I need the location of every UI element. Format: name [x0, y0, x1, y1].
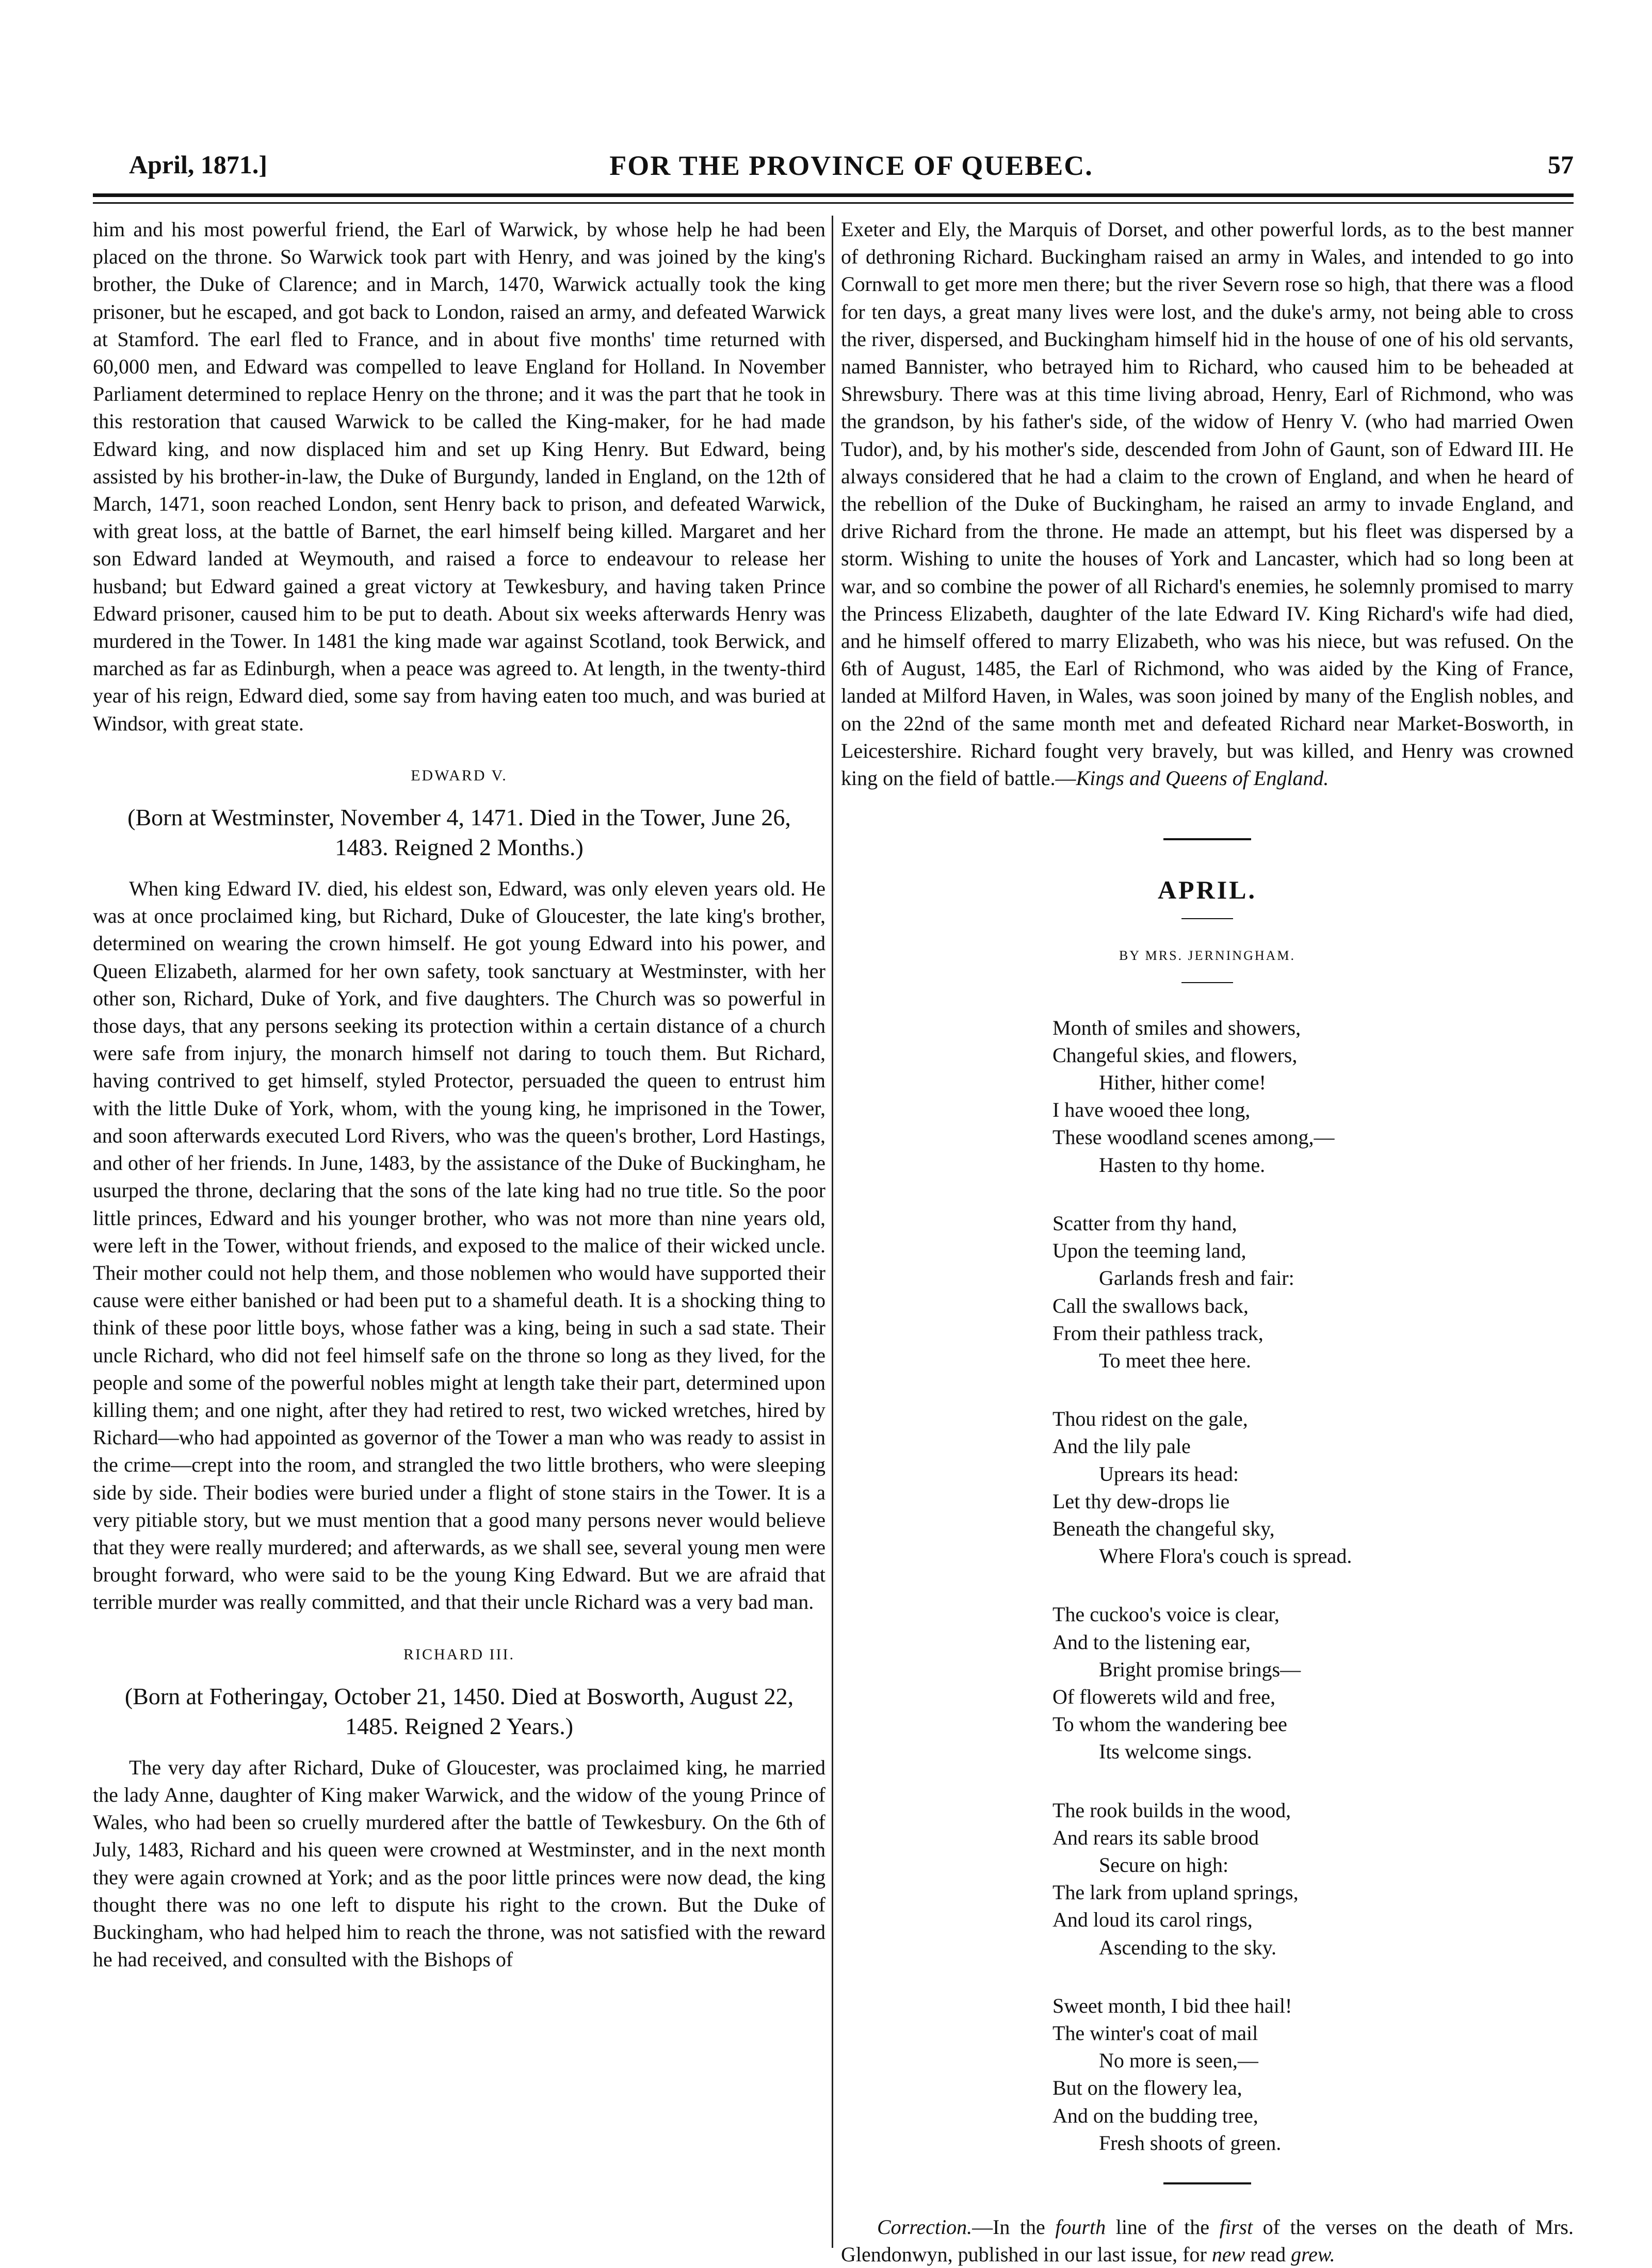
poem-title: APRIL. [1157, 875, 1257, 905]
page-number: 57 [1548, 150, 1574, 179]
poem-line: And the lily pale [1052, 1434, 1191, 1458]
richard-iii-text: The very day after Richard, Duke of Gloucester, was proclaimed king, he married the lady Anne, daughter of King maker Warwick, and the widow of the young Prince of Wales, who had been so cruelly murdered after the battle of Tewkesbury. On the 6th of July, 1483, Richard and his queen were crowned at Westminster, and in the next month they were again crowned at York; and as the poor little princes were now dead, the king thought there was no one left to dispute his right to the crown. But the Duke of Buckingham, who had helped him to reach the throne, was not satisfied with the reward he had received, and consulted with the Bishops of [93, 1755, 825, 1971]
poem-line: Scatter from thy hand, [1052, 1211, 1237, 1235]
poem-line: No more is seen,— [1099, 2049, 1258, 2073]
poem-line: The lark from upland springs, [1052, 1881, 1299, 1904]
poem-line: And rears its sable brood [1052, 1825, 1259, 1849]
right-column [841, 216, 1574, 2268]
poem-line: Secure on high: [1099, 1853, 1229, 1877]
header-date: April, 1871.] [129, 150, 268, 179]
poem-line: Uprears its head: [1099, 1462, 1239, 1486]
poem-line: And loud its carol rings, [1052, 1908, 1253, 1932]
poem-line: Let thy dew-drops lie [1052, 1489, 1230, 1513]
source-citation: Kings and Queens of England. [1076, 766, 1329, 790]
edward-v-text: When king Edward IV. died, his eldest son, Edward, was only eleven years old. He was at once proclaimed king, but Richard, Duke of Gloucester, the late king's brother, determined on wearing the crown himself. He got young Edward into his power, and Queen Elizabeth, alarmed for her own safety, took sanctuary at Westminster, with her other son, Richard, Duke of York, and five daughters. The Church was so powerful in those days, that any persons seeking its protection within a certain distance of a church were safe from injury, the monarch himself not daring to touch them. But Richard, having contrived to get himself, styled Protector, persuaded the queen to entrust him with the little Duke of York, whom, with the young king, he imprisoned in the Tower, and soon afterwards executed Lord Rivers, who was the queen's brother, Lord Hastings, and other of her friends. In June, 1483, by the assistance of the Duke of Buckingham, he usurped the throne, declaring that the sons of the late king had no true title. So the poor little princes, Edward and his younger brother, who was not more than nine years old, were left in the Tower, without friends, and exposed to the malice of their wicked uncle. Their mother could not help them, and those noblemen who would have supported their cause were either banished or had been put to a shameful death. It is a shocking thing to think of these poor little boys, whose father was a king, being in such a sad state. Their uncle Richard, who did not feel himself safe on the throne so long as they lived, for the people and some of the powerful nobles might at length take their part, determined upon killing them; and one night, after they had retired to rest, two wicked wretches, hired by Richard—who had appointed as governor of the Tower a man who was ready to assist in the crime—crept into the room, and strangled the two little brothers, who were sleeping side by side. Their bodies were buried under a flight of stone stairs in the Tower. It is a very pitiable story, but we must mention that a good many persons never would believe that they were really murdered; and afterwards, as we shall see, several young men were brought forward, who were said to be the young King Edward. But we are afraid that terrible murder was really committed, and that their uncle Richard was a very bad man. [93, 877, 825, 1614]
poem-line: Of flowerets wild and free, [1052, 1685, 1276, 1708]
stanza-5 [1052, 1797, 1574, 1961]
correction-note: Correction.—In the fourth line of the first of the verses on the death of Mrs. Glendonwyn, published in our last issue, for new read grew. [841, 2215, 1574, 2266]
edward-v-born-note: (Born at Westminster, November 4, 1471. Died in the Tower, June 26, 1483. Reigned 2 Months.) [127, 804, 791, 861]
left-column [93, 216, 825, 1973]
stanza-1 [1052, 1014, 1574, 1179]
poem-line: Its welcome sings. [1099, 1740, 1252, 1764]
poem-line: Fresh shoots of green. [1099, 2131, 1282, 2155]
poem-byline: BY MRS. JERNINGHAM. [1119, 948, 1296, 964]
poem-line: And to the listening ear, [1052, 1630, 1251, 1654]
poem-line: From their pathless track, [1052, 1321, 1264, 1345]
header-rule-thick [93, 193, 1574, 197]
richard-iii-heading: RICHARD III. [403, 1645, 515, 1663]
poem-line: Changeful skies, and flowers, [1052, 1043, 1298, 1067]
stanza-3 [1052, 1405, 1574, 1570]
header-title: FOR THE PROVINCE OF QUEBEC. [609, 150, 1093, 181]
correction-label: Correction. [877, 2215, 973, 2239]
richard-iii-continuation: Exeter and Ely, the Marquis of Dorset, and other powerful lords, as to the best manner of dethroning Richard. Buckingham raised an army in Wales, and intended to go into Cornwall to get more men there; but the river Severn rose so high, that there was a flood for ten days, a great many lives were lost, and the duke's army, not being able to cross the river, dispersed, and Buckingham himself hid in the house of one of his old servants, named Bannister, who betrayed him to Richard, who caused him to be beheaded at Shrewsbury. There was at this time living abroad, Henry, Earl of Richmond, who was the grandson, by his father's side, of the widow of Henry V. (who had married Owen Tudor), and, by his mother's side, descended from John of Gaunt, son of Edward III. He always considered that he had a claim to the crown of England, and when he heard of the rebellion of the Duke of Buckingham, he raised an army to invade England, and drive Richard from the throne. He made an attempt, but his fleet was dispersed by a storm. Wishing to unite the houses of York and Lancaster, which had so long been at war, and so combine the power of all Richard's enemies, he solemnly promised to marry the Princess Elizabeth, daughter of the late Edward IV. King Richard's wife had died, and he himself offered to marry Elizabeth, who was his niece, but was refused. On the 6th of August, 1485, the Earl of Richmond, who was aided by the King of France, landed at Milford Haven, in Wales, was soon joined by many of the English nobles, and on the 22nd of the same month met and defeated Richard near Market-Bosworth, in Leicestershire. Richard fought very bravely, but was killed, and Henry was crowned king on the field of battle.—Kings and Queens of England. [841, 218, 1574, 790]
poem-line: Garlands fresh and fair: [1099, 1266, 1294, 1290]
poem-line: Hasten to thy home. [1099, 1153, 1266, 1177]
stanza-4 [1052, 1601, 1574, 1765]
poem-line: The winter's coat of mail [1052, 2021, 1258, 2045]
stanza-6 [1052, 1992, 1574, 2157]
poem-line: Upon the teeming land, [1052, 1239, 1246, 1263]
poem-line: But on the flowery lea, [1052, 2076, 1242, 2100]
poem-line: Beneath the changeful sky, [1052, 1516, 1275, 1540]
richard-iii-born-note: (Born at Fotheringay, October 21, 1450. Died at Bosworth, August 22, 1485. Reigned 2 Years.) [124, 1683, 794, 1739]
header-rule-thin [93, 202, 1574, 204]
stanza-2 [1052, 1210, 1574, 1374]
edward-iv-continuation: him and his most powerful friend, the Earl of Warwick, by whose help he had been placed on the throne. So Warwick took part with Henry, and was joined by the king's brother, the Duke of Clarence; and in March, 1470, Warwick actually took the king prisoner, but he escaped, and got back to London, raised an army, and defeated Warwick at Stamford. The earl fled to France, and in about five months' time returned with 60,000 men, and Edward was compelled to leave England for Holland. In November Parliament determined to replace Henry on the throne; and it was the part that he took in this restoration that caused Warwick to be called the King-maker, for he had made Edward king, and now displaced him and set up King Henry. But Edward, being assisted by his brother-in-law, the Duke of Burgundy, landed in England, on the 12th of March, 1471, soon reached London, sent Henry back to prison, and defeated Warwick, with great loss, at the battle of Barnet, the earl himself being killed. Margaret and her son Edward landed at Weymouth, and raised a force to endeavour to release her husband; but Edward gained a great victory at Tewkesbury, and having taken Prince Edward prisoner, caused him to be put to death. About six weeks afterwards Henry was murdered in the Tower. In 1481 the king made war against Scotland, took Berwick, and marched as far as Edinburgh, when a peace was agreed to. At length, in the twenty-third year of his reign, Edward died, some say from having eaten too much, and was buried at Windsor, with great state. [93, 218, 825, 735]
poem-line: Hither, hither come! [1099, 1071, 1266, 1095]
poem-line: Ascending to the sky. [1099, 1935, 1277, 1959]
poem-line: And on the budding tree, [1052, 2103, 1258, 2127]
poem-line: Where Flora's couch is spread. [1099, 1544, 1352, 1568]
poem-body [1052, 1014, 1574, 2157]
poem-line: To whom the wandering bee [1052, 1712, 1287, 1736]
poem-line: Bright promise brings— [1099, 1657, 1301, 1681]
poem-line: Call the swallows back, [1052, 1294, 1249, 1317]
poem-line: I have wooed thee long, [1052, 1098, 1251, 1122]
poem-line: To meet thee here. [1099, 1348, 1251, 1372]
poem-line: The rook builds in the wood, [1052, 1798, 1291, 1822]
poem-line: Sweet month, I bid thee hail! [1052, 1994, 1292, 2017]
poem-line: Thou ridest on the gale, [1052, 1407, 1248, 1431]
running-header [129, 150, 1574, 196]
poem-line: These woodland scenes among,— [1052, 1125, 1335, 1149]
edward-v-heading: EDWARD V. [411, 766, 508, 784]
poem-line: The cuckoo's voice is clear, [1052, 1603, 1280, 1626]
poem-line: Month of smiles and showers, [1052, 1016, 1301, 1039]
column-divider [832, 216, 833, 2248]
